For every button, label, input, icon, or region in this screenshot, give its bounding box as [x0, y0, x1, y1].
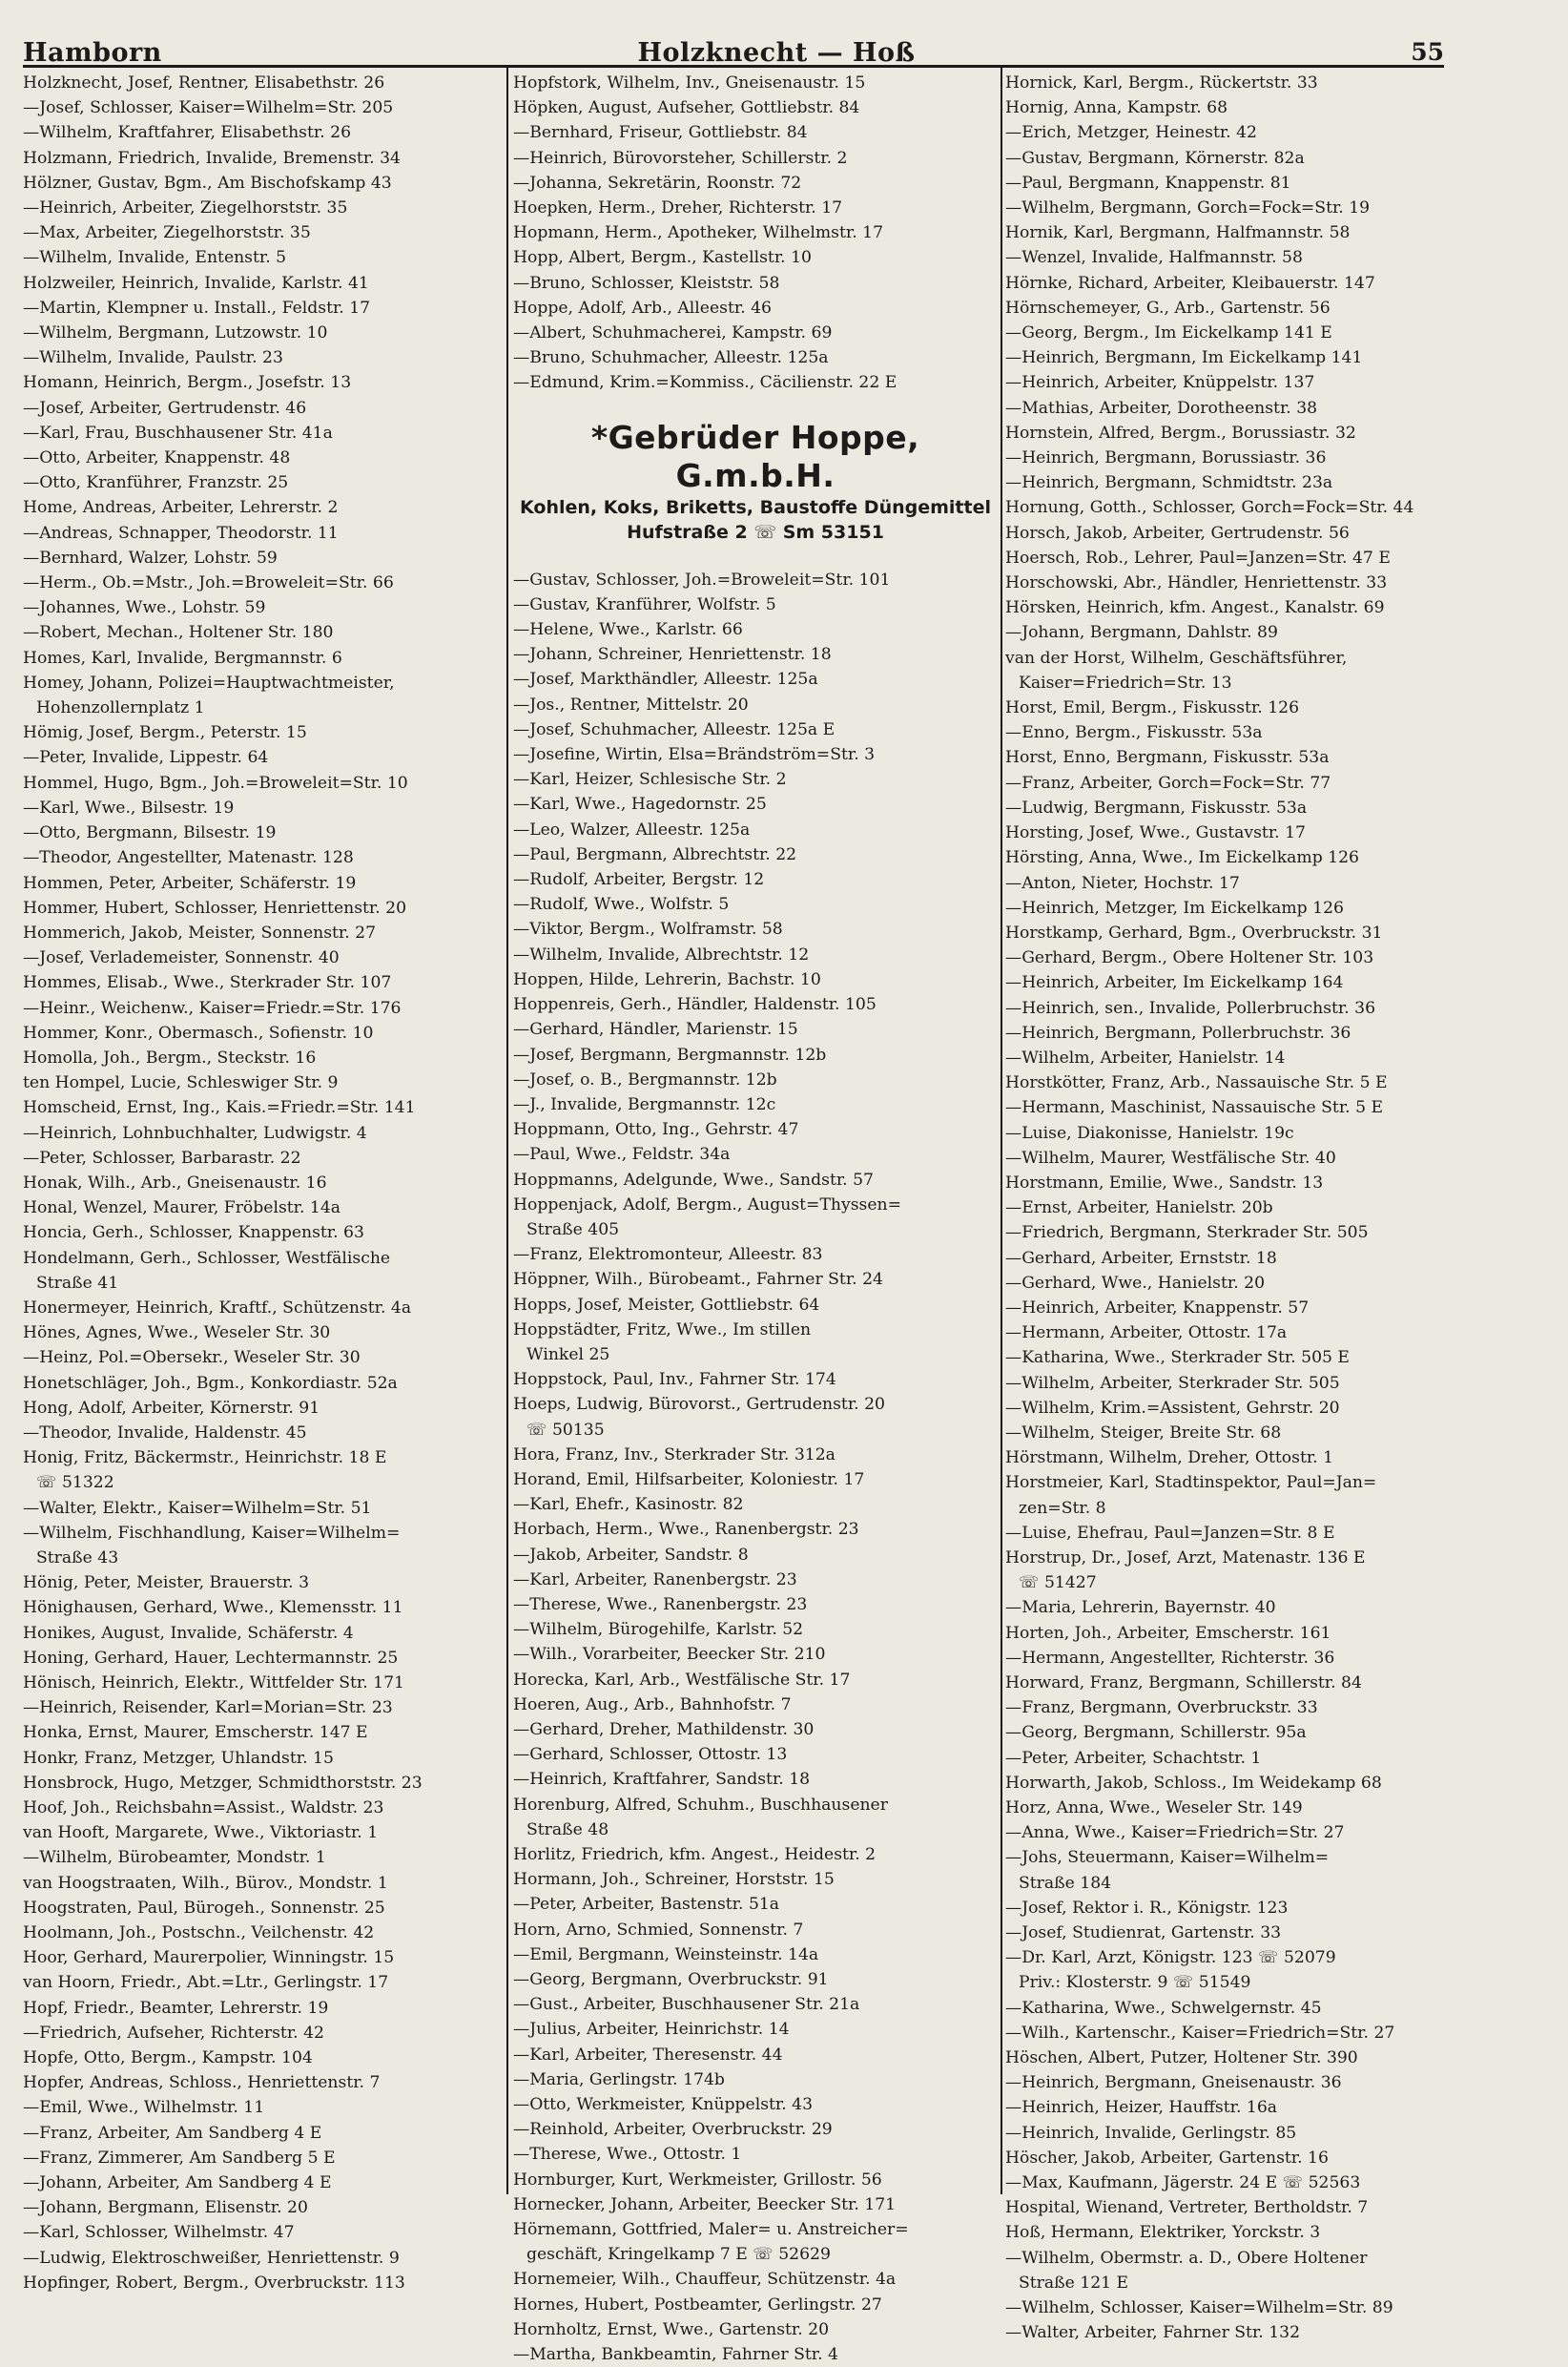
directory-entry: Home, Andreas, Arbeiter, Lehrerstr. 2: [23, 498, 339, 518]
directory-entry: Hoepken, Herm., Dreher, Richterstr. 17: [513, 198, 843, 218]
directory-entry: Horstrup, Dr., Josef, Arzt, Matenastr. 136 E: [1005, 1547, 1366, 1568]
directory-entry: van Hoogstraaten, Wilh., Bürov., Mondstr. 1: [23, 1873, 388, 1893]
directory-entry: —Herm., Ob.=Mstr., Joh.=Broweleit=Str. 66: [23, 573, 394, 593]
directory-entry: —Erich, Metzger, Heinestr. 42: [1005, 123, 1257, 143]
directory-entry: Honkr, Franz, Metzger, Uhlandstr. 15: [23, 1748, 334, 1768]
directory-entry: Hopfer, Andreas, Schloss., Henriettenstr. 7: [23, 2073, 381, 2093]
directory-entry: Hommes, Elisab., Wwe., Sterkrader Str. 107: [23, 973, 392, 993]
directory-entry: —Max, Arbeiter, Ziegelhorststr. 35: [23, 223, 311, 243]
directory-entry: —Josefine, Wirtin, Elsa=Brändström=Str. 3: [513, 745, 876, 765]
directory-entry: Horsch, Jakob, Arbeiter, Gertrudenstr. 56: [1005, 523, 1350, 543]
directory-entry: —Friedrich, Bergmann, Sterkrader Str. 505: [1005, 1223, 1369, 1243]
directory-entry: —Wilh., Vorarbeiter, Beecker Str. 210: [513, 1645, 826, 1665]
directory-entry: Straße 121 E: [1019, 2273, 1129, 2293]
directory-entry: —Gerhard, Wwe., Hanielstr. 20: [1005, 1273, 1266, 1293]
directory-entry: Hoppenjack, Adolf, Bergm., August=Thyssen=: [513, 1194, 901, 1215]
directory-entry: Horten, Joh., Arbeiter, Emscherstr. 161: [1005, 1623, 1331, 1643]
directory-entry: Homes, Karl, Invalide, Bergmannstr. 6: [23, 648, 342, 668]
directory-entry: —Luise, Diakonisse, Hanielstr. 19c: [1005, 1123, 1294, 1143]
directory-entry: Hopfstork, Wilhelm, Inv., Gneisenaustr. 15: [513, 73, 866, 93]
directory-entry: —Rudolf, Arbeiter, Bergstr. 12: [513, 870, 765, 890]
directory-entry: —Heinrich, Bergmann, Gneisenaustr. 36: [1005, 2073, 1342, 2093]
directory-entry: —Bernhard, Friseur, Gottliebstr. 84: [513, 123, 808, 143]
directory-entry: —Heinrich, Metzger, Im Eickelkamp 126: [1005, 898, 1344, 918]
directory-entry: —Wilhelm, Fischhandlung, Kaiser=Wilhelm=: [23, 1523, 401, 1543]
directory-entry: Hommen, Peter, Arbeiter, Schäferstr. 19: [23, 873, 357, 893]
directory-entry: —Wilhelm, Invalide, Albrechtstr. 12: [513, 945, 810, 965]
directory-entry: —Heinrich, Bergmann, Borussiastr. 36: [1005, 448, 1327, 468]
directory-entry: —Andreas, Schnapper, Theodorstr. 11: [23, 523, 339, 543]
directory-entry: —Wilhelm, Kraftfahrer, Elisabethstr. 26: [23, 123, 352, 143]
directory-entry: —Wilhelm, Bürogehilfe, Karlstr. 52: [513, 1620, 804, 1640]
directory-entry: ☏ 51322: [36, 1473, 114, 1493]
directory-entry: —Wilh., Kartenschr., Kaiser=Friedrich=Str. 27: [1005, 2023, 1395, 2043]
directory-entry: ☏ 50135: [526, 1420, 605, 1440]
directory-entry: Homann, Heinrich, Bergm., Josefstr. 13: [23, 373, 352, 393]
directory-entry: —Luise, Ehefrau, Paul=Janzen=Str. 8 E: [1005, 1523, 1335, 1543]
directory-entry: Hönighausen, Gerhard, Wwe., Klemensstr. 11: [23, 1598, 403, 1618]
directory-entry: —Gust., Arbeiter, Buschhausener Str. 21a: [513, 1995, 860, 2015]
directory-entry: —Bruno, Schuhmacher, Alleestr. 125a: [513, 348, 829, 368]
directory-entry: —Heinz, Pol.=Obersekr., Weseler Str. 30: [23, 1348, 361, 1368]
ad-company-name: *Gebrüder Hoppe, G.m.b.H.: [590, 418, 920, 494]
directory-entry: —Johann, Arbeiter, Am Sandberg 4 E: [23, 2173, 332, 2193]
directory-entry: —Heinrich, Arbeiter, Im Eickelkamp 164: [1005, 973, 1344, 993]
directory-entry: —Karl, Arbeiter, Theresenstr. 44: [513, 2045, 783, 2065]
directory-entry: —Heinrich, Kraftfahrer, Sandstr. 18: [513, 1770, 811, 1790]
directory-entry: Hörnemann, Gottfried, Maler= u. Anstreicher=: [513, 2220, 909, 2240]
directory-entry: —Karl, Wwe., Hagedornstr. 25: [513, 795, 767, 815]
directory-entry: Hoor, Gerhard, Maurerpolier, Winningstr. 15: [23, 1948, 395, 1968]
directory-entry: Hörstmann, Wilhelm, Dreher, Ottostr. 1: [1005, 1448, 1334, 1468]
directory-entry: —Josef, Markthändler, Alleestr. 125a: [513, 670, 818, 690]
directory-entry: Hopmann, Herm., Apotheker, Wilhelmstr. 17: [513, 223, 884, 243]
directory-entry: —Reinhold, Arbeiter, Overbruckstr. 29: [513, 2120, 833, 2140]
directory-entry: Hoppmann, Otto, Ing., Gehrstr. 47: [513, 1120, 799, 1140]
directory-entry: Hospital, Wienand, Vertreter, Bertholdstr. 7: [1005, 2198, 1369, 2218]
directory-entry: Hönisch, Heinrich, Elektr., Wittfelder Str. 171: [23, 1673, 404, 1692]
header-rule: [23, 65, 1444, 68]
directory-entry: —Walter, Arbeiter, Fahrner Str. 132: [1005, 2323, 1301, 2343]
directory-entry: Horecka, Karl, Arb., Westfälische Str. 17: [513, 1670, 851, 1690]
directory-entry: Hommer, Hubert, Schlosser, Henriettenstr. 20: [23, 898, 407, 918]
directory-entry: —Bruno, Schlosser, Kleiststr. 58: [513, 273, 780, 293]
directory-entry: —Martha, Bankbeamtin, Fahrner Str. 4: [513, 2345, 838, 2365]
directory-entry: Hoersch, Rob., Lehrer, Paul=Janzen=Str. 47 E: [1005, 548, 1391, 568]
directory-entry: Straße 48: [526, 1819, 609, 1839]
directory-entry: ☏ 51427: [1019, 1573, 1097, 1593]
directory-entry: —Helene, Wwe., Karlstr. 66: [513, 620, 743, 640]
directory-entry: —Mathias, Arbeiter, Dorotheenstr. 38: [1005, 398, 1318, 418]
directory-entry: Hoppstock, Paul, Inv., Fahrner Str. 174: [513, 1370, 836, 1390]
directory-entry: Hopps, Josef, Meister, Gottliebstr. 64: [513, 1295, 820, 1315]
directory-entry: Hopf, Friedr., Beamter, Lehrerstr. 19: [23, 1998, 329, 2018]
directory-entry: Horn, Arno, Schmied, Sonnenstr. 7: [513, 1920, 804, 1940]
directory-entry: —Katharina, Wwe., Schwelgernstr. 45: [1005, 1998, 1322, 2018]
directory-entry: —Anna, Wwe., Kaiser=Friedrich=Str. 27: [1005, 1823, 1345, 1843]
directory-entry: —Theodor, Invalide, Haldenstr. 45: [23, 1422, 307, 1443]
directory-entry: Hommel, Hugo, Bgm., Joh.=Broweleit=Str. 10: [23, 773, 408, 793]
directory-entry: —Ludwig, Bergmann, Fiskusstr. 53a: [1005, 798, 1308, 818]
directory-entry: —Heinr., Weichenw., Kaiser=Friedr.=Str. 176: [23, 998, 402, 1018]
directory-entry: —Karl, Frau, Buschhausener Str. 41a: [23, 423, 333, 443]
directory-entry: Honak, Wilh., Arb., Gneisenaustr. 16: [23, 1173, 327, 1193]
directory-entry: —Wilhelm, Bergmann, Lutzowstr. 10: [23, 323, 328, 343]
directory-entry: Hoogstraten, Paul, Bürogeh., Sonnenstr. 25: [23, 1898, 385, 1918]
directory-entry: Hoppe, Adolf, Arb., Alleestr. 46: [513, 298, 772, 318]
directory-entry: Hönes, Agnes, Wwe., Weseler Str. 30: [23, 1323, 331, 1343]
directory-entry: Hornburger, Kurt, Werkmeister, Grillostr. 56: [513, 2170, 882, 2190]
directory-entry: —Wilhelm, Steiger, Breite Str. 68: [1005, 1422, 1282, 1443]
directory-entry: Straße 43: [36, 1547, 119, 1568]
directory-entry: —Franz, Bergmann, Overbruckstr. 33: [1005, 1698, 1318, 1718]
directory-entry: Hoppmanns, Adelgunde, Wwe., Sandstr. 57: [513, 1170, 874, 1190]
directory-entry: —Gustav, Schlosser, Joh.=Broweleit=Str. 101: [513, 570, 891, 590]
directory-entry: —Josef, Verlademeister, Sonnenstr. 40: [23, 948, 340, 968]
directory-entry: —Karl, Schlosser, Wilhelmstr. 47: [23, 2223, 295, 2243]
directory-entry: —Heinrich, Lohnbuchhalter, Ludwigstr. 4: [23, 1123, 367, 1143]
directory-entry: Straße 405: [526, 1219, 620, 1239]
directory-entry: —Dr. Karl, Arzt, Königstr. 123 ☏ 52079: [1005, 1948, 1336, 1968]
directory-entry: —Wilhelm, Arbeiter, Hanielstr. 14: [1005, 1048, 1286, 1068]
directory-entry: Hörsting, Anna, Wwe., Im Eickelkamp 126: [1005, 848, 1359, 868]
directory-entry: —Max, Kaufmann, Jägerstr. 24 E ☏ 52563: [1005, 2173, 1361, 2193]
directory-entry: —Heinrich, Arbeiter, Knüppelstr. 137: [1005, 373, 1315, 393]
directory-entry: —Georg, Bergmann, Overbruckstr. 91: [513, 1970, 829, 1990]
directory-entry: —Heinrich, Bergmann, Im Eickelkamp 141: [1005, 348, 1363, 368]
directory-entry: Hoof, Joh., Reichsbahn=Assist., Waldstr. 23: [23, 1798, 384, 1818]
directory-entry: Hoppstädter, Fritz, Wwe., Im stillen: [513, 1319, 812, 1339]
directory-entry: van der Horst, Wilhelm, Geschäftsführer,: [1005, 648, 1348, 668]
directory-entry: —Emil, Wwe., Wilhelmstr. 11: [23, 2098, 265, 2118]
directory-entry: Hornung, Gotth., Schlosser, Gorch=Fock=Str. 44: [1005, 498, 1414, 518]
directory-entry: Hörnke, Richard, Arbeiter, Kleibauerstr. 147: [1005, 273, 1375, 293]
directory-entry: —Paul, Wwe., Feldstr. 34a: [513, 1145, 731, 1165]
directory-entry: Hoolmann, Joh., Postschn., Veilchenstr. 42: [23, 1923, 375, 1943]
directory-entry: Honermeyer, Heinrich, Kraftf., Schützenstr. 4a: [23, 1298, 412, 1318]
directory-entry: Hornes, Hubert, Postbeamter, Gerlingstr. 27: [513, 2294, 882, 2315]
directory-entry: Hornstein, Alfred, Bergm., Borussiastr. 32: [1005, 423, 1356, 443]
directory-entry: —Friedrich, Aufseher, Richterstr. 42: [23, 2023, 324, 2043]
directory-entry: Hommerich, Jakob, Meister, Sonnenstr. 27: [23, 923, 377, 943]
directory-entry: —Georg, Bergmann, Schillerstr. 95a: [1005, 1723, 1307, 1743]
directory-entry: —Theodor, Angestellter, Matenastr. 128: [23, 848, 354, 868]
directory-entry: Hörnschemeyer, G., Arb., Gartenstr. 56: [1005, 298, 1331, 318]
directory-entry: Holzweiler, Heinrich, Invalide, Karlstr. 41: [23, 273, 369, 293]
directory-entry: —Heinrich, Bergmann, Schmidtstr. 23a: [1005, 473, 1333, 493]
directory-entry: Honcia, Gerh., Schlosser, Knappenstr. 63: [23, 1223, 364, 1243]
directory-entry: —Gerhard, Bergm., Obere Holtener Str. 103: [1005, 948, 1374, 968]
directory-entry: Horst, Enno, Bergmann, Fiskusstr. 53a: [1005, 748, 1330, 768]
directory-entry: —Peter, Schlosser, Barbarastr. 22: [23, 1148, 301, 1168]
directory-entry: Homolla, Joh., Bergm., Steckstr. 16: [23, 1048, 317, 1068]
directory-entry: —Therese, Wwe., Ottostr. 1: [513, 2145, 742, 2165]
directory-entry: —Peter, Arbeiter, Bastenstr. 51a: [513, 1895, 780, 1915]
directory-entry: Horenburg, Alfred, Schuhm., Buschhausener: [513, 1795, 888, 1815]
directory-entry: —Wilhelm, Bürobeamter, Mondstr. 1: [23, 1848, 326, 1868]
directory-entry: Homey, Johann, Polizei=Hauptwachtmeister,: [23, 673, 395, 693]
directory-entry: —Karl, Ehefr., Kasinostr. 82: [513, 1495, 744, 1515]
directory-entry: van Hoorn, Friedr., Abt.=Ltr., Gerlingstr. 17: [23, 1973, 389, 1993]
directory-column-3: [1005, 71, 1444, 2343]
directory-entry: Horstmann, Emilie, Wwe., Sandstr. 13: [1005, 1173, 1324, 1193]
directory-entry: Horstkamp, Gerhard, Bgm., Overbruckstr. 31: [1005, 923, 1383, 943]
directory-entry: —J., Invalide, Bergmannstr. 12c: [513, 1094, 776, 1114]
directory-entry: —Heinrich, sen., Invalide, Pollerbruchstr. 36: [1005, 998, 1376, 1018]
directory-entry: Hoeren, Aug., Arb., Bahnhofstr. 7: [513, 1694, 792, 1714]
directory-entry: Holzknecht, Josef, Rentner, Elisabethstr. 26: [23, 73, 385, 93]
running-head-center: Holzknecht — Hoß: [637, 38, 916, 68]
directory-entry: —Franz, Arbeiter, Am Sandberg 4 E: [23, 2123, 322, 2143]
directory-entry: —Enno, Bergm., Fiskusstr. 53a: [1005, 723, 1263, 743]
directory-entry: —Paul, Bergmann, Albrechtstr. 22: [513, 844, 797, 864]
directory-entry: —Josef, Arbeiter, Gertrudenstr. 46: [23, 398, 307, 418]
directory-entry: Honal, Wenzel, Maurer, Fröbelstr. 14a: [23, 1198, 341, 1218]
directory-entry: geschäft, Kringelkamp 7 E ☏ 52629: [526, 2245, 831, 2265]
directory-entry: Hoppenreis, Gerh., Händler, Haldenstr. 105: [513, 995, 877, 1015]
directory-entry: Hormann, Joh., Schreiner, Horststr. 15: [513, 1870, 835, 1890]
directory-entry: Hornecker, Johann, Arbeiter, Beecker Str. 171: [513, 2194, 897, 2214]
directory-entry: —Wilhelm, Maurer, Westfälische Str. 40: [1005, 1148, 1336, 1168]
directory-entry: Hopp, Albert, Bergm., Kastellstr. 10: [513, 248, 812, 268]
directory-entry: Hoß, Hermann, Elektriker, Yorckstr. 3: [1005, 2223, 1321, 2243]
directory-entry: Höschen, Albert, Putzer, Holtener Str. 390: [1005, 2048, 1358, 2068]
directory-entry: Horwarth, Jakob, Schloss., Im Weidekamp 68: [1005, 1773, 1382, 1793]
directory-entry: —Wilhelm, Bergmann, Gorch=Fock=Str. 19: [1005, 198, 1371, 218]
directory-entry: Horbach, Herm., Wwe., Ranenbergstr. 23: [513, 1520, 859, 1540]
ad-address-phone: Hufstraße 2 ☏ Sm 53151: [627, 521, 884, 543]
directory-entry: Hornig, Anna, Kampstr. 68: [1005, 98, 1228, 118]
directory-entry: —Katharina, Wwe., Sterkrader Str. 505 E: [1005, 1348, 1350, 1368]
directory-entry: —Wilhelm, Krim.=Assistent, Gehrstr. 20: [1005, 1398, 1340, 1418]
directory-entry: —Viktor, Bergm., Wolframstr. 58: [513, 920, 783, 940]
directory-entry: van Hooft, Margarete, Wwe., Viktoriastr. 1: [23, 1823, 379, 1843]
directory-entry: —Karl, Arbeiter, Ranenbergstr. 23: [513, 1569, 797, 1589]
directory-entry: —Gerhard, Dreher, Mathildenstr. 30: [513, 1719, 815, 1739]
directory-entry: Hornholtz, Ernst, Wwe., Gartenstr. 20: [513, 2319, 830, 2339]
directory-entry: —Franz, Elektromonteur, Alleestr. 83: [513, 1245, 823, 1265]
directory-entry: —Johannes, Wwe., Lohstr. 59: [23, 598, 266, 618]
advertisement: [513, 405, 998, 558]
directory-entry: Horst, Emil, Bergm., Fiskusstr. 126: [1005, 698, 1300, 718]
directory-entry: —Heinrich, Arbeiter, Knappenstr. 57: [1005, 1298, 1310, 1318]
directory-entry: Hohenzollernplatz 1: [36, 698, 205, 718]
directory-entry: Horschowski, Abr., Händler, Henriettenstr. 33: [1005, 573, 1388, 593]
directory-entry: —Peter, Arbeiter, Schachtstr. 1: [1005, 1748, 1262, 1768]
directory-entry: Holzmann, Friedrich, Invalide, Bremenstr. 34: [23, 148, 401, 168]
directory-entry: Höppner, Wilh., Bürobeamt., Fahrner Str. 24: [513, 1270, 883, 1290]
directory-entry: Priv.: Klosterstr. 9 ☏ 51549: [1019, 1973, 1251, 1993]
directory-entry: —Josef, Bergmann, Bergmannstr. 12b: [513, 1045, 827, 1065]
directory-entry: Horlitz, Friedrich, kfm. Angest., Heidestr. 2: [513, 1845, 877, 1864]
directory-entry: —Franz, Zimmerer, Am Sandberg 5 E: [23, 2148, 336, 2168]
directory-entry: —Gustav, Kranführer, Wolfstr. 5: [513, 594, 776, 614]
directory-entry: —Jos., Rentner, Mittelstr. 20: [513, 695, 749, 715]
directory-entry: —Emil, Bergmann, Weinsteinstr. 14a: [513, 1944, 819, 1964]
directory-entry: —Therese, Wwe., Ranenbergstr. 23: [513, 1594, 808, 1614]
directory-entry: —Otto, Werkmeister, Knüppelstr. 43: [513, 2095, 814, 2115]
directory-entry: —Otto, Bergmann, Bilsestr. 19: [23, 823, 277, 843]
page-number: 55: [1411, 38, 1444, 66]
directory-entry: —Rudolf, Wwe., Wolfstr. 5: [513, 895, 730, 915]
directory-entry: —Gerhard, Händler, Marienstr. 15: [513, 1020, 798, 1040]
directory-entry: —Gerhard, Schlosser, Ottostr. 13: [513, 1745, 788, 1765]
directory-entry: Honka, Ernst, Maurer, Emscherstr. 147 E: [23, 1723, 368, 1743]
running-head-left: Hamborn: [23, 38, 162, 68]
directory-entry: Kaiser=Friedrich=Str. 13: [1019, 673, 1232, 693]
directory-entry: —Otto, Kranführer, Franzstr. 25: [23, 473, 289, 493]
directory-entry: —Paul, Bergmann, Knappenstr. 81: [1005, 173, 1291, 193]
directory-column-2: [513, 71, 998, 2365]
directory-entry: —Heinrich, Arbeiter, Ziegelhorststr. 35: [23, 198, 348, 218]
directory-entry: Hömig, Josef, Bergm., Peterstr. 15: [23, 723, 307, 743]
directory-entry: —Maria, Lehrerin, Bayernstr. 40: [1005, 1598, 1276, 1618]
directory-column-1: [23, 71, 500, 2293]
directory-entry: —Hermann, Arbeiter, Ottostr. 17a: [1005, 1323, 1288, 1343]
directory-entry: —Leo, Walzer, Alleestr. 125a: [513, 820, 751, 840]
directory-entry: —Wilhelm, Invalide, Entenstr. 5: [23, 248, 287, 268]
directory-entry: Hornemeier, Wilh., Chauffeur, Schützenstr. 4a: [513, 2270, 897, 2290]
directory-entry: —Johs, Steuermann, Kaiser=Wilhelm=: [1005, 1848, 1330, 1868]
directory-entry: Honikes, August, Invalide, Schäferstr. 4: [23, 1623, 354, 1643]
directory-entry: —Jakob, Arbeiter, Sandstr. 8: [513, 1545, 749, 1565]
directory-entry: Hora, Franz, Inv., Sterkrader Str. 312a: [513, 1444, 836, 1464]
directory-entry: —Georg, Bergm., Im Eickelkamp 141 E: [1005, 323, 1332, 343]
directory-entry: ten Hompel, Lucie, Schleswiger Str. 9: [23, 1073, 339, 1093]
directory-entry: —Peter, Invalide, Lippestr. 64: [23, 748, 269, 768]
directory-entry: Hong, Adolf, Arbeiter, Körnerstr. 91: [23, 1398, 320, 1418]
directory-entry: Honetschläger, Joh., Bgm., Konkordiastr. 52a: [23, 1373, 398, 1393]
directory-entry: Hönig, Peter, Meister, Brauerstr. 3: [23, 1573, 310, 1593]
directory-entry: Hoppen, Hilde, Lehrerin, Bachstr. 10: [513, 969, 821, 989]
directory-entry: —Josef, Rektor i. R., Königstr. 123: [1005, 1898, 1289, 1918]
directory-entry: Horward, Franz, Bergmann, Schillerstr. 84: [1005, 1673, 1362, 1692]
directory-entry: —Wilhelm, Schlosser, Kaiser=Wilhelm=Str. 89: [1005, 2298, 1393, 2318]
directory-entry: Honing, Gerhard, Hauer, Lechtermannstr. 25: [23, 1648, 399, 1668]
directory-entry: —Hermann, Angestellter, Richterstr. 36: [1005, 1648, 1335, 1668]
column-divider: [1001, 67, 1002, 2194]
directory-entry: Horstmeier, Karl, Stadtinspektor, Paul=Jan=: [1005, 1473, 1377, 1493]
directory-entry: —Martin, Klempner u. Install., Feldstr. 17: [23, 298, 371, 318]
directory-entry: —Otto, Arbeiter, Knappenstr. 48: [23, 448, 291, 468]
directory-entry: —Karl, Wwe., Bilsestr. 19: [23, 798, 235, 818]
directory-entry: —Albert, Schuhmacherei, Kampstr. 69: [513, 323, 833, 343]
directory-entry: —Gerhard, Arbeiter, Ernststr. 18: [1005, 1248, 1277, 1268]
directory-entry: Hornick, Karl, Bergm., Rückertstr. 33: [1005, 73, 1318, 93]
directory-entry: —Bernhard, Walzer, Lohstr. 59: [23, 548, 278, 568]
directory-entry: —Ernst, Arbeiter, Hanielstr. 20b: [1005, 1198, 1273, 1218]
directory-entry: Hörsken, Heinrich, kfm. Angest., Kanalstr. 69: [1005, 598, 1385, 618]
directory-entry: —Walter, Elektr., Kaiser=Wilhelm=Str. 51: [23, 1498, 372, 1518]
directory-entry: Horsting, Josef, Wwe., Gustavstr. 17: [1005, 823, 1306, 843]
directory-entry: —Heinrich, Heizer, Hauffstr. 16a: [1005, 2098, 1278, 2118]
column-divider: [506, 67, 508, 2194]
directory-entry: Hornik, Karl, Bergmann, Halfmannstr. 58: [1005, 223, 1351, 243]
directory-entry: Höscher, Jakob, Arbeiter, Gartenstr. 16: [1005, 2148, 1329, 2168]
directory-entry: —Franz, Arbeiter, Gorch=Fock=Str. 77: [1005, 773, 1331, 793]
directory-entry: Hoeps, Ludwig, Bürovorst., Gertrudenstr. 20: [513, 1395, 885, 1415]
directory-entry: Straße 184: [1019, 1873, 1112, 1893]
directory-entry: Homscheid, Ernst, Ing., Kais.=Friedr.=Str. 141: [23, 1098, 416, 1118]
directory-entry: —Josef, o. B., Bergmannstr. 12b: [513, 1069, 777, 1090]
directory-entry: —Johann, Bergmann, Dahlstr. 89: [1005, 623, 1278, 643]
directory-entry: Hölzner, Gustav, Bgm., Am Bischofskamp 43: [23, 173, 392, 193]
directory-entry: —Anton, Nieter, Hochstr. 17: [1005, 873, 1240, 893]
directory-entry: —Heinrich, Reisender, Karl=Morian=Str. 23: [23, 1698, 393, 1718]
directory-entry: —Josef, Studienrat, Gartenstr. 33: [1005, 1923, 1282, 1943]
directory-entry: Hondelmann, Gerh., Schlosser, Westfälische: [23, 1248, 391, 1268]
directory-entry: Hommer, Konr., Obermasch., Sofienstr. 10: [23, 1023, 374, 1043]
directory-entry: —Wilhelm, Arbeiter, Sterkrader Str. 505: [1005, 1373, 1340, 1393]
directory-entry: Hopfinger, Robert, Bergm., Overbruckstr. 113: [23, 2273, 405, 2293]
directory-entry: —Gustav, Bergmann, Körnerstr. 82a: [1005, 148, 1305, 168]
directory-entry: —Heinrich, Bergmann, Pollerbruchstr. 36: [1005, 1023, 1351, 1043]
directory-entry: Hopfe, Otto, Bergm., Kampstr. 104: [23, 2048, 313, 2068]
directory-entry: —Ludwig, Elektroschweißer, Henriettenstr. 9: [23, 2248, 400, 2268]
directory-entry: —Wenzel, Invalide, Halfmannstr. 58: [1005, 248, 1303, 268]
directory-entry: Horz, Anna, Wwe., Weseler Str. 149: [1005, 1798, 1303, 1818]
directory-entry: —Johann, Bergmann, Elisenstr. 20: [23, 2198, 308, 2218]
directory-entry: —Johanna, Sekretärin, Roonstr. 72: [513, 173, 802, 193]
directory-entry: —Hermann, Maschinist, Nassauische Str. 5 E: [1005, 1098, 1384, 1118]
directory-entry: —Robert, Mechan., Holtener Str. 180: [23, 623, 334, 643]
directory-entry: —Karl, Heizer, Schlesische Str. 2: [513, 770, 787, 790]
directory-entry: —Julius, Arbeiter, Heinrichstr. 14: [513, 2020, 790, 2040]
directory-entry: —Heinrich, Invalide, Gerlingstr. 85: [1005, 2123, 1297, 2143]
directory-entry: zen=Str. 8: [1019, 1498, 1106, 1518]
directory-entry: Horand, Emil, Hilfsarbeiter, Koloniestr. 17: [513, 1469, 865, 1489]
directory-entry: —Edmund, Krim.=Kommiss., Cäcilienstr. 22 E: [513, 373, 897, 393]
directory-entry: —Josef, Schuhmacher, Alleestr. 125a E: [513, 719, 836, 739]
directory-entry: Honig, Fritz, Bäckermstr., Heinrichstr. 18 E: [23, 1448, 387, 1468]
directory-entry: —Johann, Schreiner, Henriettenstr. 18: [513, 645, 832, 665]
page-header: [23, 29, 1444, 67]
ad-products: Kohlen, Koks, Briketts, Baustoffe Düngemittel: [520, 496, 991, 518]
directory-entry: —Josef, Schlosser, Kaiser=Wilhelm=Str. 205: [23, 98, 394, 118]
directory-entry: Winkel 25: [526, 1344, 610, 1364]
directory-entry: —Wilhelm, Invalide, Paulstr. 23: [23, 348, 283, 368]
directory-entry: —Maria, Gerlingstr. 174b: [513, 2069, 725, 2089]
directory-entry: Horstkötter, Franz, Arb., Nassauische Str. 5 E: [1005, 1073, 1388, 1093]
directory-entry: —Heinrich, Bürovorsteher, Schillerstr. 2: [513, 148, 848, 168]
directory-entry: —Wilhelm, Obermstr. a. D., Obere Holtener: [1005, 2248, 1368, 2268]
directory-entry: Straße 41: [36, 1273, 119, 1293]
directory-entry: Höpken, August, Aufseher, Gottliebstr. 84: [513, 98, 860, 118]
directory-entry: Honsbrock, Hugo, Metzger, Schmidthorststr. 23: [23, 1773, 423, 1793]
